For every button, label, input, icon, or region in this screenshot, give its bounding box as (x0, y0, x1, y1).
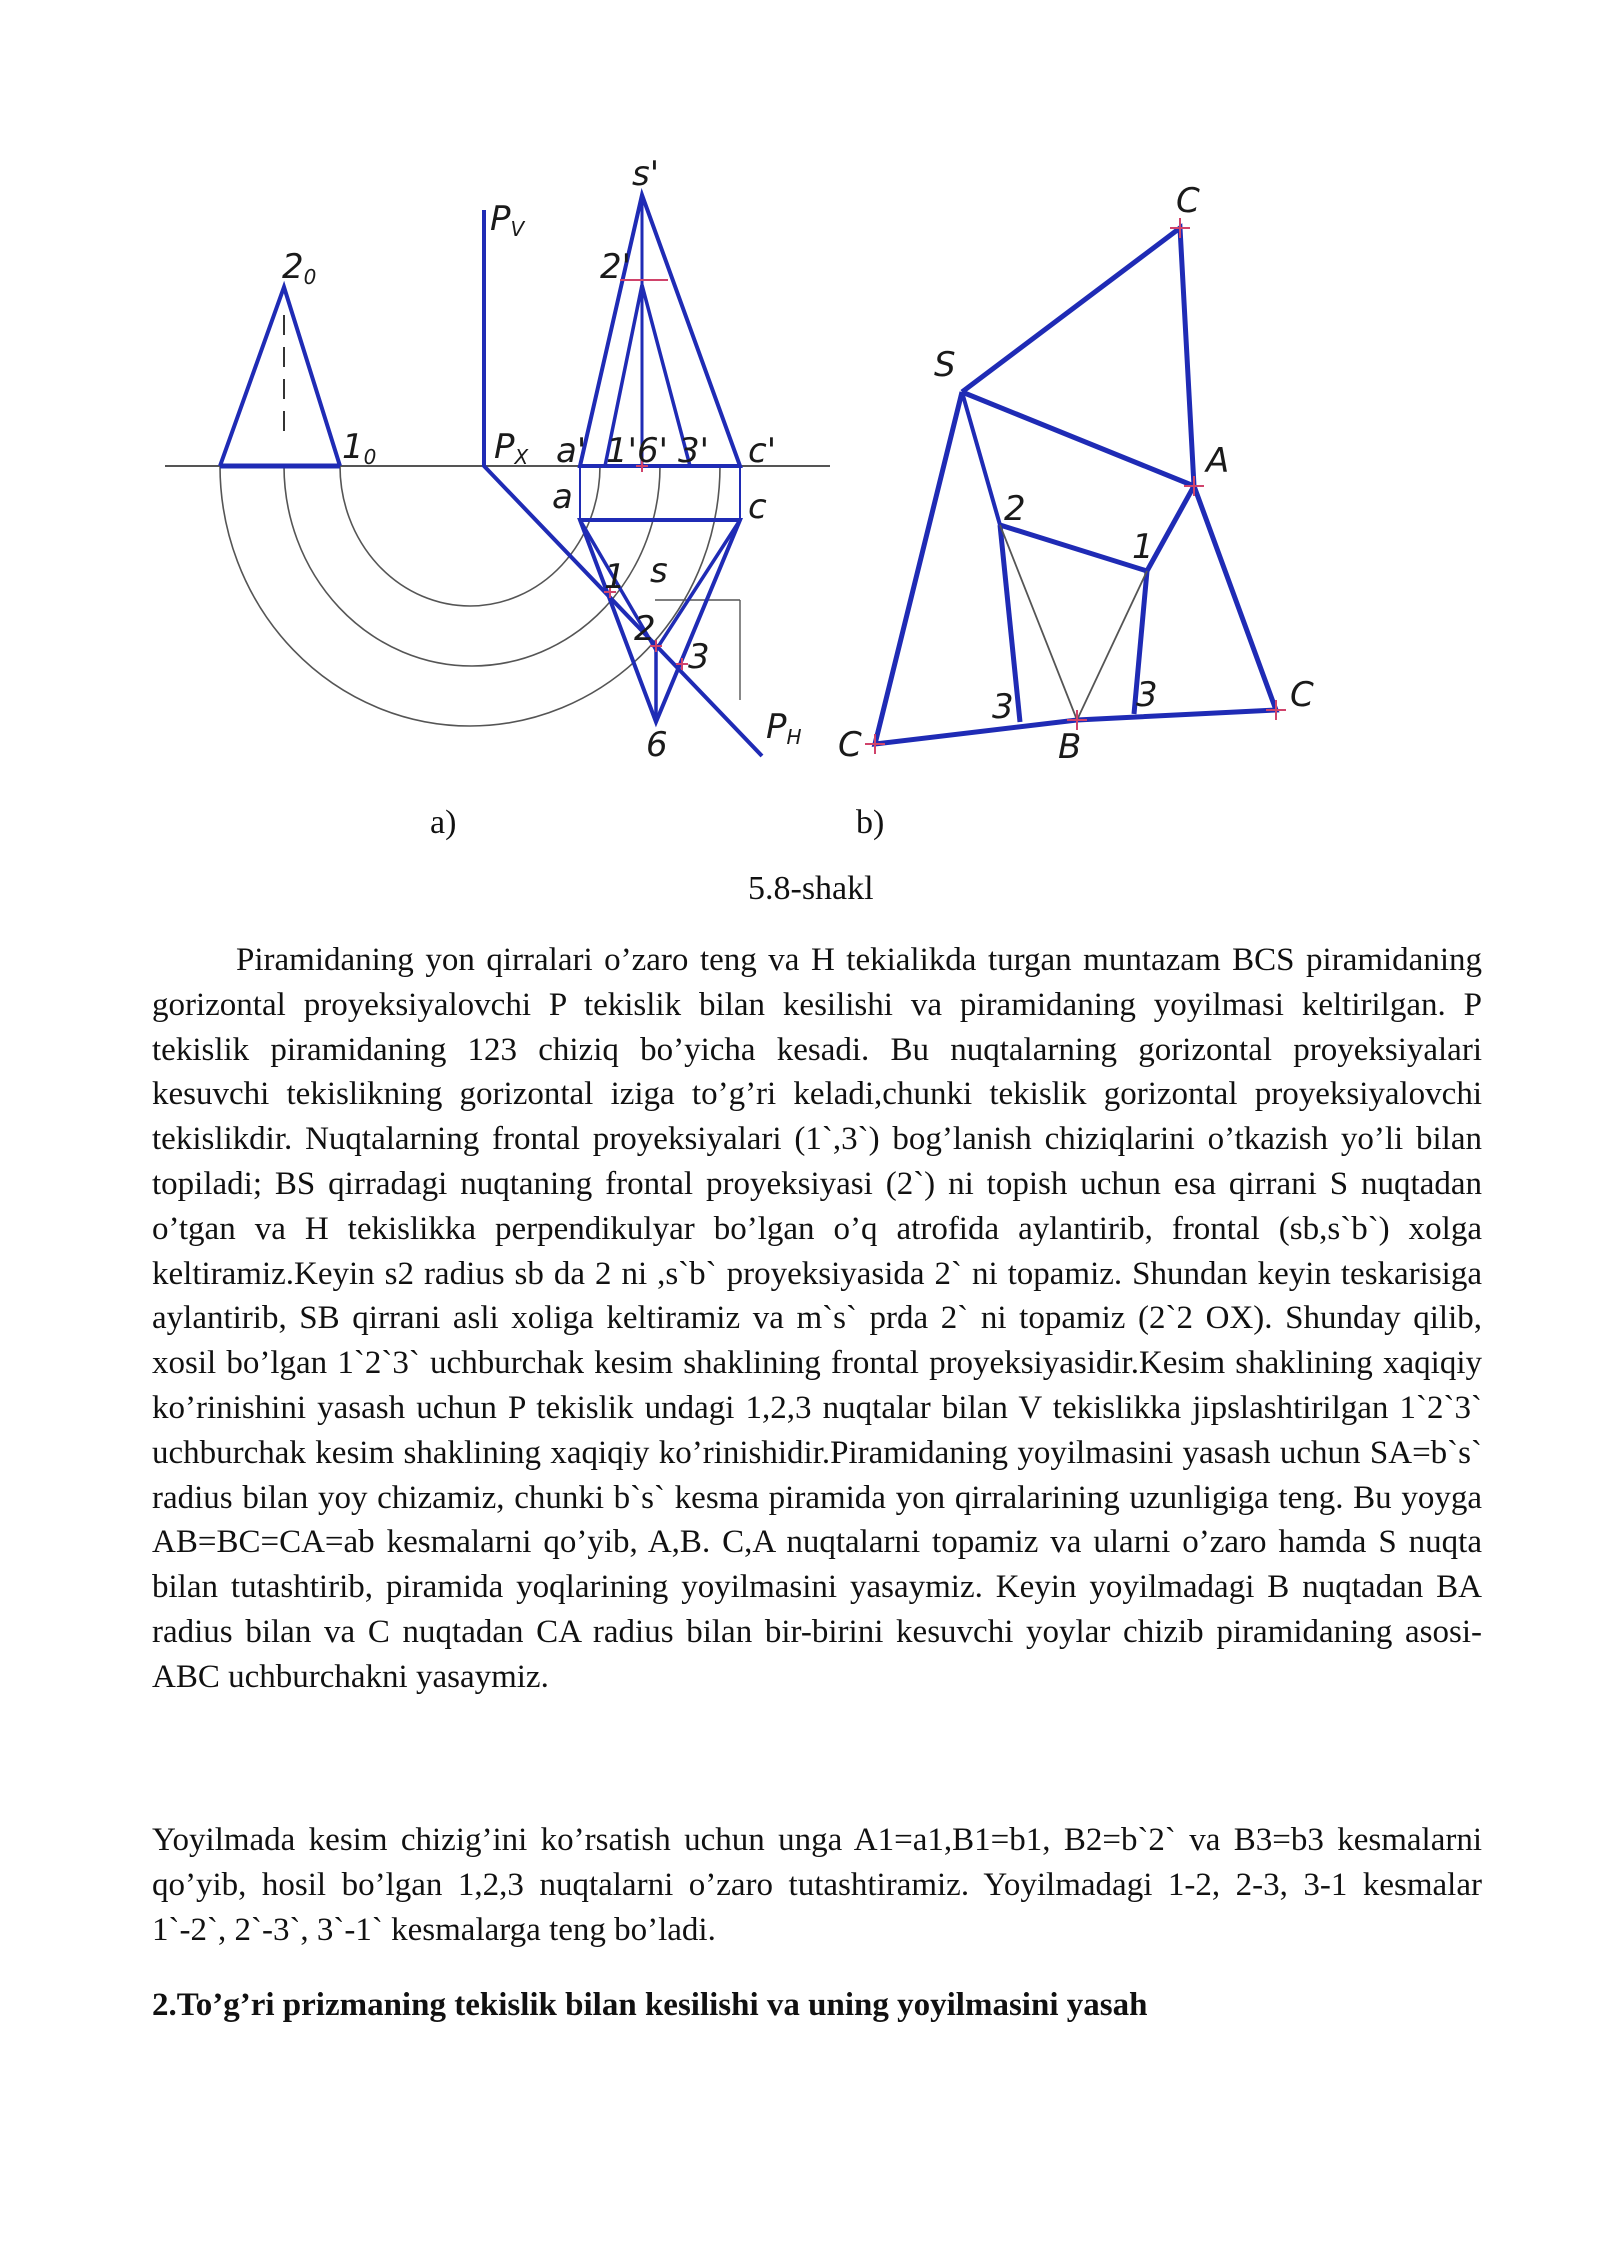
section-line-2-1 (1000, 525, 1147, 571)
label-s: s (650, 551, 668, 591)
figure-5-8 (0, 0, 1600, 800)
label-px: PX (494, 427, 529, 469)
label-6: 6 (646, 725, 668, 765)
construction-arc-outer (220, 466, 720, 726)
label-1: 1 (1132, 527, 1154, 567)
section-heading: 2.To’g’ri prizmaning tekislik bilan kesilishi va uning yoyilmasini yasah (152, 1987, 1148, 2023)
pyramid-frontal-projection (580, 195, 740, 466)
figure-caption: 5.8-shakl (748, 870, 874, 907)
sublabel-a: a) (430, 804, 457, 841)
edge-S-2 (962, 392, 1000, 525)
label-3-right: 3 (1136, 675, 1158, 715)
label-C-top: C (1176, 181, 1200, 221)
development-outline (875, 228, 1276, 744)
label-2-prime: 2' (600, 247, 631, 287)
label-2-0: 20 (282, 247, 317, 289)
label-c: c (748, 487, 767, 527)
section-line-1-A (1147, 486, 1194, 571)
label-B: B (1058, 727, 1082, 767)
edge-c-s (656, 520, 740, 650)
label-1-0: 10 (342, 427, 377, 469)
label-a-prime: a' (556, 431, 587, 471)
label-2: 2 (634, 609, 656, 649)
paragraph-1: Piramidaning yon qirralari o’zaro teng va H tekialikda turgan muntazam BCS piramidaning gorizontal proyeksiyalovchi P tekislik bilan kesilishi va piramidaning yoyilmasi keltirilgan. P tekislik piramidaning 123 chiziq bo’yicha kesadi. Bu nuqtalarning gorizontal proyeksiyalari kesuvchi tekislikning gorizontal iziga to’g’ri keladi,chunki tekislik gorizontal proyeksiyalovchi tekislikdir. Nuqtalarning frontal proyeksiyalari (1`,3`) bog’lanish chiziqlarini o’tkazish yo’li bilan topiladi; BS qirradagi nuqtaning frontal proyeksiyasi (2`) ni topish uchun esa qirrani S nuqtadan o’tgan va H tekislikka perpendikulyar bo’lgan o’q atrofida aylantirib, frontal (sb,s`b`) xolga keltiramiz.Keyin s2 radius sb da 2 ni ,s`b` proyeksiyasida 2` ni topamiz. Shundan keyin teskarisiga aylantirib, SB qirrani asli xoliga keltiramiz va m`s` prda 2` ni topamiz (2`2 OX). Shunday qilib, xosil bo’lgan 1`2`3` uchburchak kesim shaklining frontal proyeksiyasidir.Kesim shaklining xaqiqiy ko’rinishini yasash uchun P tekislik undagi 1,2,3 nuqtalar bilan V tekislikka jipslashtirilgan 1`2`3` uchburchak kesim shaklining xaqiqiy ko’rinishidir.Piramidaning yoyilmasini yasash uchun SA=b`s` radius bilan yoy chizamiz, chunki b`s` kesma piramida yon qirralarining uzunligiga teng. Bu yoyga AB=BC=CA=ab kesmalarni qo’yib, A,B. C,A nuqtalarni topamiz va ularni o’zaro hamda S nuqta bilan tutashtirib, piramida yoqlarining yoyilmasini yasaymiz. Keyin yoyilmadagi B nuqtadan BA radius bilan va C nuqtadan CA radius bilan bir-birini kesuvchi yoylar chizib piramidaning asosi- ABC uchburchakni yasaymiz. (152, 942, 1482, 1695)
label-pv: PV (490, 199, 525, 241)
label-c-prime: c' (748, 431, 777, 471)
figure-part-a (165, 154, 830, 765)
plane-p-trace (484, 210, 762, 756)
label-s-prime: s' (632, 154, 660, 194)
label-a: a (552, 477, 573, 517)
label-C-right: C (1290, 675, 1314, 715)
label-2: 2 (1004, 489, 1026, 529)
label-1-prime-6-prime: 1'6' (606, 431, 668, 471)
label-1: 1 (604, 557, 626, 597)
label-ph: PH (766, 707, 802, 749)
point-markers-b (865, 218, 1286, 754)
label-A: A (1206, 441, 1230, 481)
paragraph-2: Yoyilmada kesim chizig’ini ko’rsatish uchun unga A1=a1,B1=b1, B2=b`2` va B3=b3 kesmalarni qo’yib, hosil bo’lgan 1,2,3 nuqtalarni o’zaro tutashtiramiz. Yoyilmadagi 1-2, 2-3, 3-1 kesmalar 1`-2`, 2`-3`, 3`-1` kesmalarga teng bo’ladi. (152, 1822, 1482, 1948)
label-3-left: 3 (992, 687, 1014, 727)
label-3: 3 (688, 637, 710, 677)
figure-part-b (838, 181, 1314, 767)
label-S: S (934, 345, 956, 385)
edge-S-A (962, 392, 1194, 486)
section-true-size-triangle (220, 287, 340, 466)
label-3-prime: 3' (678, 431, 709, 471)
label-C-left: C (838, 725, 862, 765)
sublabel-b: b) (856, 804, 885, 841)
